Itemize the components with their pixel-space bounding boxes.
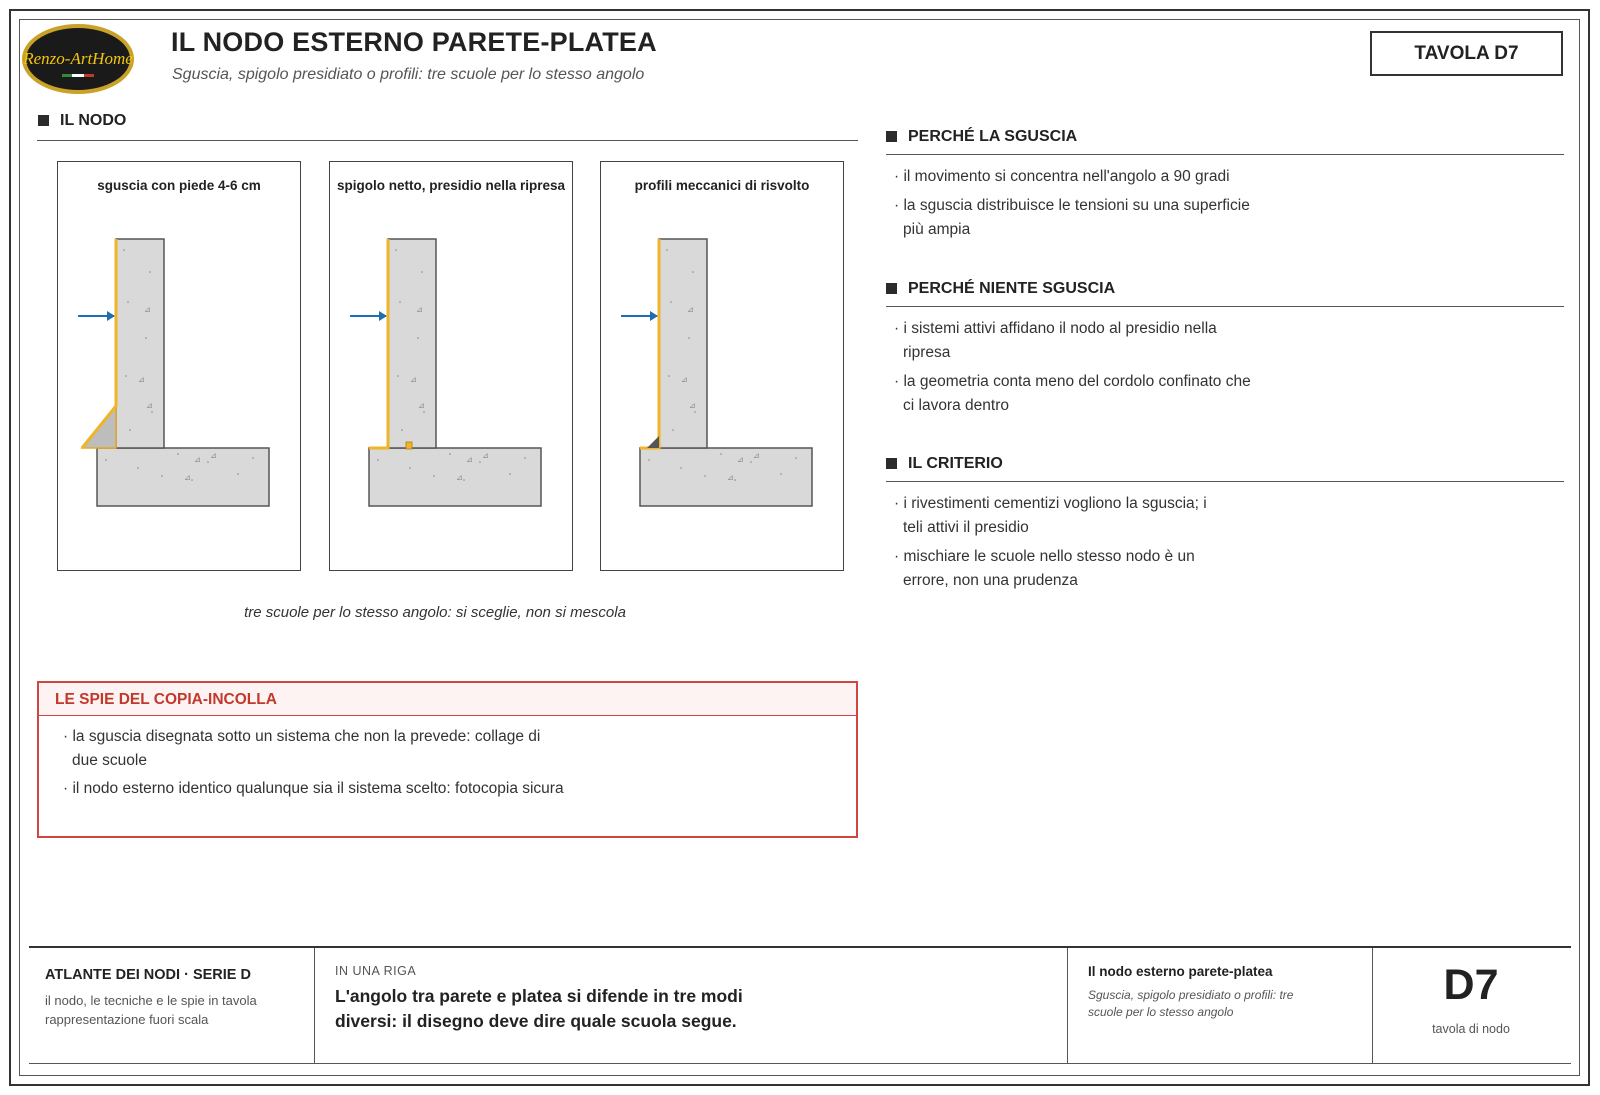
list-item: · la sguscia disegnata sotto un sistema che non la prevede: collage di due scuole: [63, 728, 541, 769]
platea-slab: [97, 448, 269, 506]
page-title: IL NODO ESTERNO PARETE-PLATEA: [171, 27, 657, 57]
svg-text:⊿: ⊿: [418, 401, 425, 410]
square-bullet-icon: [886, 131, 897, 142]
svg-text:⊿: ⊿: [416, 305, 423, 314]
warning-box: [37, 681, 858, 838]
footer-bottom-rule: [29, 1063, 1571, 1064]
svg-text:⊿: ⊿: [210, 451, 217, 460]
svg-text:⊿: ⊿: [689, 401, 696, 410]
bullet-list-criterio: [886, 492, 1226, 598]
svg-text:⊿: ⊿: [482, 451, 489, 460]
series-line: rappresentazione fuori scala: [45, 1012, 209, 1027]
svg-text:⊿: ⊿: [466, 455, 473, 464]
svg-text:⊿: ⊿: [456, 473, 463, 482]
svg-text:⊿: ⊿: [144, 305, 151, 314]
page-subtitle: Sguscia, spigolo presidiato o profili: tre scuole per lo stesso angolo: [172, 66, 645, 83]
panel-label: sguscia con piede 4-6 cm: [97, 178, 261, 193]
square-bullet-icon: [886, 458, 897, 469]
list-item: · mischiare le scuole nello stesso nodo è un errore, non una prudenza: [894, 548, 1195, 589]
section-heading-text: IL NODO: [60, 112, 127, 129]
svg-text:⊿: ⊿: [753, 451, 760, 460]
detail-sguscia: [58, 162, 302, 572]
series-line: il nodo, le tecniche e le spie in tavola: [45, 993, 257, 1008]
section-heading-text: PERCHÉ NIENTE SGUSCIA: [908, 280, 1116, 297]
svg-text:⊿: ⊿: [138, 375, 145, 384]
water-arrow-icon: [650, 311, 658, 321]
square-bullet-icon: [38, 115, 49, 126]
series-title: ATLANTE DEI NODI · SERIE D: [45, 967, 251, 983]
membrane-line: [369, 239, 388, 448]
bullet-list-niente-sguscia: [886, 317, 1266, 423]
section-rule: [886, 481, 1564, 482]
section-heading-nodo: [38, 112, 126, 130]
panel-sguscia: [57, 161, 301, 571]
svg-text:⊿: ⊿: [737, 455, 744, 464]
platea-slab: [369, 448, 541, 506]
sheet-title: Il nodo esterno parete-platea: [1088, 964, 1273, 979]
section-heading-sguscia: [886, 128, 1077, 146]
sheet-code-label: tavola di nodo: [1432, 1022, 1510, 1036]
tavola-badge: TAVOLA D7: [1370, 31, 1563, 76]
summary-kicker: IN UNA RIGA: [335, 964, 417, 978]
footer-divider: [1067, 948, 1068, 1063]
logo-text: Renzo-ArtHome: [23, 49, 133, 68]
summary-text: L'angolo tra parete e platea si difende in tre modi diversi: il disegno deve dire quale scuola segue.: [335, 986, 743, 1031]
section-heading-niente-sguscia: [886, 280, 1115, 298]
list-item: · i sistemi attivi affidano il nodo al presidio nella ripresa: [894, 320, 1217, 361]
water-arrow-icon: [379, 311, 387, 321]
list-item: · la sguscia distribuisce le tensioni su una superficie più ampia: [894, 197, 1250, 238]
waterstop-cordolo: [406, 442, 412, 449]
warning-box-list: [55, 725, 565, 805]
corner-profile: [647, 436, 659, 448]
panel-spigolo: [329, 161, 573, 571]
svg-text:⊿: ⊿: [687, 305, 694, 314]
list-item: · il movimento si concentra nell'angolo a 90 gradi: [894, 168, 1230, 185]
water-arrow-icon: [107, 311, 115, 321]
svg-text:⊿: ⊿: [184, 473, 191, 482]
list-item: · il nodo esterno identico qualunque sia il sistema scelto: fotocopia sicura: [63, 780, 564, 797]
detail-profili: [601, 162, 845, 572]
wall: [116, 239, 164, 448]
svg-text:⊿: ⊿: [410, 375, 417, 384]
bullet-list-sguscia: [886, 165, 1266, 247]
diagram-caption: tre scuole per lo stesso angolo: si sceglie, non si mescola: [244, 604, 626, 621]
svg-text:⊿: ⊿: [681, 375, 688, 384]
section-rule: [886, 154, 1564, 155]
svg-text:⊿: ⊿: [146, 401, 153, 410]
panel-label: spigolo netto, presidio nella ripresa: [336, 178, 566, 193]
sheet-subtitle: Sguscia, spigolo presidiato o profili: tre scuole per lo stesso angolo: [1088, 988, 1294, 1019]
square-bullet-icon: [886, 283, 897, 294]
svg-text:⊿: ⊿: [194, 455, 201, 464]
warning-box-header: [39, 683, 856, 716]
section-rule: [886, 306, 1564, 307]
detail-spigolo: [330, 162, 574, 572]
footer-divider: [314, 948, 315, 1063]
footer-top-rule: [29, 946, 1571, 948]
wall: [388, 239, 436, 448]
list-item: · la geometria conta meno del cordolo confinato che ci lavora dentro: [894, 373, 1251, 414]
section-heading-criterio: [886, 455, 1003, 473]
section-rule: [37, 140, 858, 141]
section-heading-text: PERCHÉ LA SGUSCIA: [908, 128, 1078, 145]
warning-box-title: LE SPIE DEL COPIA-INCOLLA: [55, 691, 277, 708]
wall: [659, 239, 707, 448]
section-heading-text: IL CRITERIO: [908, 455, 1003, 472]
panel-profili: [600, 161, 844, 571]
membrane-line: [640, 239, 659, 448]
panel-label: profili meccanici di risvolto: [634, 178, 810, 193]
logo: [20, 22, 136, 96]
list-item: · i rivestimenti cementizi vogliono la sguscia; i teli attivi il presidio: [894, 495, 1207, 536]
platea-slab: [640, 448, 812, 506]
sheet-code: D7: [1443, 961, 1499, 1009]
svg-text:⊿: ⊿: [727, 473, 734, 482]
